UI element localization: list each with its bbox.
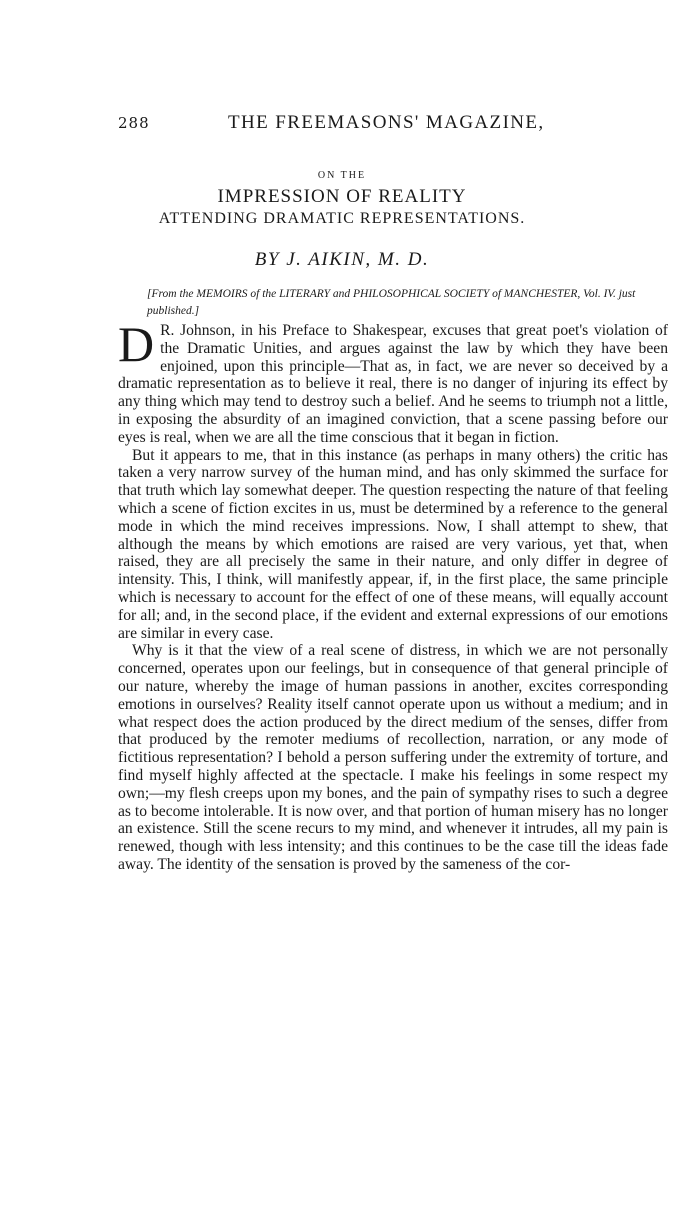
paragraph-1: [118, 316, 668, 447]
article-title-line2: ATTENDING DRAMATIC REPRESENTATIONS.: [158, 210, 526, 227]
paragraph-2: But it appears to me, that in this instance (as perhaps in many others) the critic has taken a very narrow survey of the human mind, and has only skimmed the surface for that truth which lay somewhat deeper. The question respecting the nature of that feeling which a scene of fiction excites in us, must be determined by a reference to the general mode in which the mind receives impressions. Now, I shall attempt to shew, that although the means by which emotions are raised are very various, yet that, when raised, they are all precisely the same in their nature, and only differ in degree of intensity. This, I think, will manifestly appear, if, in the first place, the same principle which is necessary to account for the effect of one of these means, will equally account for all; and, in the second place, if the evident and external expressions of our emotions are similar in every case.: [118, 446, 668, 642]
source-note: [From the MEMOIRS of the LITERARY and PHILOSOPHICAL SOCIETY of MANCHESTER, Vol. IV. just published.]: [147, 288, 636, 317]
drop-cap: D: [118, 316, 155, 372]
article-title-line1: IMPRESSION OF REALITY: [217, 186, 467, 207]
paragraph-3: Why is it that the view of a real scene of distress, in which we are not personally concerned, operates upon our feelings, but in consequence of that general principle of our nature, whereby the image of human passions in another, excites corresponding emotions in ourselves? Reality itself cannot operate upon us without a medium; and in what respect does the action produced by the direct medium of the senses, differ from that produced by the remoter mediums of recollection, narration, or any mode of fictitious representation? I behold a person suffering under the extremity of torture, and find myself highly affected at the spectacle. I make his feelings in some respect my own;—my flesh creeps upon my bones, and the pain of sympathy rises to such a degree as to become intolerable. It is now over, and that portion of human misery has no longer an existence. Still the scene recurs to my mind, and whenever it intrudes, all my pain is renewed, though with less intensity; and this continues to be the case till the ideas fade away. The identity of the sensation is proved by the sameness of the cor-: [118, 642, 668, 873]
paragraph-1-text: R. Johnson, in his Preface to Shakespear, excuses that great poet's violation of the Dramatic Unities, and argues against the law by which they have been enjoined, upon this principle—That as, in fact, we are never so deceived by a dramatic representation as to believe it real, there is no danger of injuring its effect by any thing which may tend to destroy such a belief. And he seems to triumph not a little, in exposing the absurdity of an imagined conviction, that a scene passing before our eyes is real, when we are all the time conscious that it began in fiction.: [118, 322, 668, 446]
page-number: 288: [118, 114, 150, 132]
article-body: [118, 316, 668, 874]
running-head: [118, 112, 678, 138]
journal-title: THE FREEMASONS' MAGAZINE,: [228, 112, 545, 133]
article-preface: ON THE: [317, 170, 367, 181]
article-byline: BY J. AIKIN, M. D.: [254, 249, 430, 270]
